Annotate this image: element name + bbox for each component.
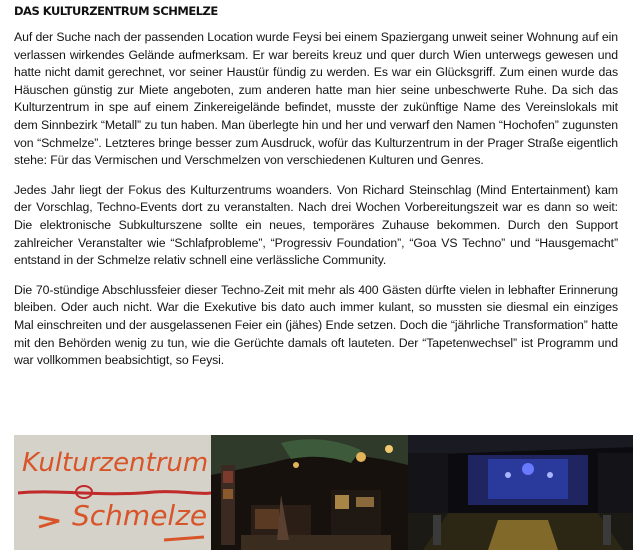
paragraph-3: Die 70-stündige Abschlussfeier dieser Techno-Zeit mit mehr als 400 Gästen dürfte vielen in lebhafter Erinnerung bleiben. Oder auch nicht. War die Exekutive bis dato auch immer kulant, so mussten sie diesmal ein einziges Mal einschreiten und der ausgelassenen Feier ein (jähes) Ende setzen. Doch die “jährliche Transformation” hatte mit den Behörden wenig zu tun, wie die Gerüchte damals oft lauteten. Der “Tapetenwechsel” ist Programm und war vollkommen beabsichtigt, so Feysi.	[14, 282, 618, 368]
photo-bar-interior[interactable]	[211, 435, 408, 550]
paragraph-2: Jedes Jahr liegt der Fokus des Kulturzentrums woanders. Von Richard Steinschlag (Mind Entertainment) kam der Vorschlag, Techno-Events dort zu veranstalten. Nach drei Wochen Vorbereitungszeit war es dann so weit: Die elektronische Subkulturszene sollte ein neues, temporäres Zuhause bekommen. Durch den Support zahlreicher Veranstalter wie “Schlafprobleme”, “Progressiv Foundation”, “Goa VS Techno” und “Hausgemacht” entstand in der Schmelze relativ schnell eine verlässliche Community.	[14, 182, 618, 268]
photo-gallery	[14, 435, 633, 550]
article-body	[14, 29, 618, 382]
paragraph-1: Auf der Suche nach der passenden Location wurde Feysi bei einem Spaziergang unweit seiner Wohnung auf ein verlassen wirkendes Gelände aufmerksam. Er war bereits kreuz und quer durch Wien unterwegs gewesen und hatte nicht damit gerechnet, vor seiner Haustür fündig zu werden. Es war ein Glücksgriff. Zum einen wurde das Häuschen günstig zur Miete angeboten, zum anderen hatte man hier seine unbeschwerte Ruhe. Da sich das Kulturzentrum in spe auf einem Zinkereigelände befindet, musste der zukünftige Name des Vereinslokals mit dem Sinnbezirk “Metall” zu tun haben. Man überlegte hin und her und verwarf den Namen “Hochofen” zugunsten von “Schmelze”. Letzteres bringe besser zum Ausdruck, wofür das Kulturzentrum in der Prager Straße eigentlich stehe: Für das Vermischen und Verschmelzen von verschiedenen Kulturen und Genres.	[14, 30, 618, 168]
photo-club-stage[interactable]	[408, 435, 633, 550]
photo-kulturzentrum-sign[interactable]	[14, 435, 211, 550]
article-title: DAS KULTURZENTRUM SCHMELZE	[14, 4, 218, 18]
sign-line-2: Schmelze	[72, 499, 208, 532]
sign-line-1: Kulturzentrum	[22, 448, 209, 478]
